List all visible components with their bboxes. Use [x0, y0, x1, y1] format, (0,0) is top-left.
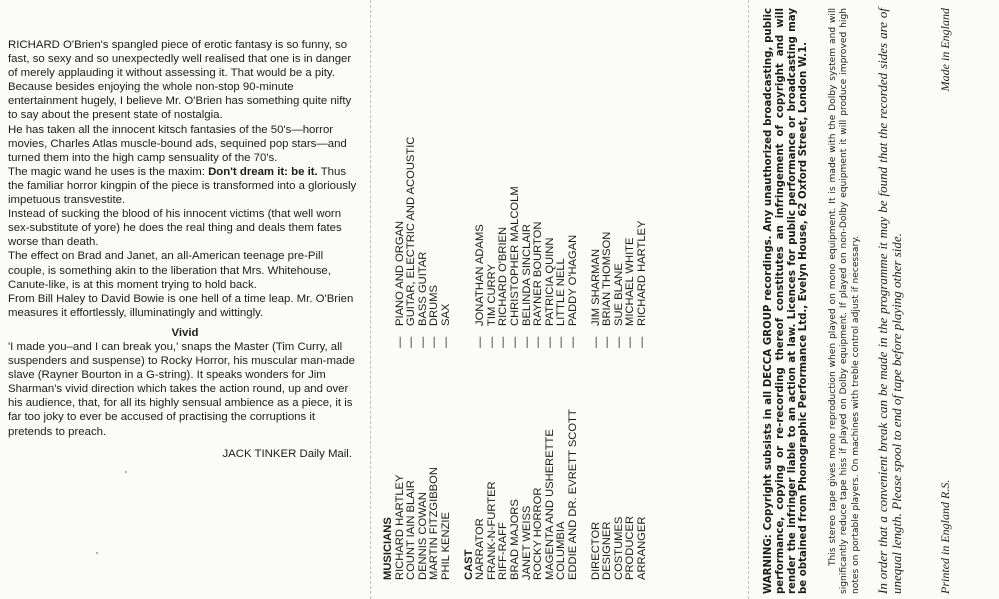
tape-order-note: In order that a convenient break can be made in the programme it may be found that the recorded sides are of unequal length. Please spool to end of tape before playing other side. — [874, 8, 905, 594]
cast-role: BRAD MAJORS — [508, 499, 521, 580]
dash: — — [497, 336, 510, 348]
cast-actor: PATRICIA QUINN — [543, 237, 556, 326]
made-in-england: Made in England — [937, 8, 952, 92]
review-paragraph: 'I made you–and I can break you,' snaps the Master (Tim Curry, all suspenders and suspense) to Rocky Horror, his muscular man-made slave (Rayner Bourton in a G-string). It speaks wonders for Jim Sharman's vivid direction which takes the action round, up and over his audience, that, for all its highly sensual ambience as a piece, it is far too joky to ever be accused of practising the corruptions it pretends to preach. — [8, 340, 355, 438]
dash: — — [474, 336, 487, 348]
dash: — — [612, 336, 625, 348]
instrument: BASS GUITAR — [416, 251, 429, 326]
speck — [96, 552, 98, 554]
copyright-warning: WARNING: Copyright subsists in all DECCA GROUP recordings. Any unauthorized broadcasting, public performance, copying or re-recording thereof constitutes an infringement of copyright and will render the infringer liable to an action at law. Licences for public performance or broadcasting may be obtained from Phonographic Performance Ltd., Evelyn House, 62 Oxford Street, London W.1. — [763, 8, 810, 594]
maxim-lead: The magic wand he uses is the maxim: — [8, 165, 209, 178]
dash: — — [416, 336, 429, 348]
crew-name: MICHAEL WHITE — [624, 237, 637, 326]
review-paragraph-maxim — [8, 165, 362, 207]
cast-role: JANET WEISS — [520, 505, 533, 580]
dolby-note: This stereo tape gives mono reproduction when played on mono equipment. It is made with the Dolby system and will significantly reduce tape hiss if played on Dolby equipment. If played on non-Dolby equipment it will produce improved high notes on portable players. On machines with treble control adjust if necessary. — [828, 8, 861, 594]
dash: — — [532, 336, 545, 348]
dash: — — [428, 336, 441, 348]
crew-section — [591, 20, 649, 580]
fold-line-left — [370, 0, 371, 599]
review-paragraph: From Bill Haley to David Bowie is one hell of a time leap. Mr. O'Brien measures it effortlessly, illuminatingly and wittingly. — [8, 292, 354, 319]
dash: — — [439, 336, 452, 348]
dash: — — [508, 336, 521, 348]
cast-actor: CHRISTOPHER MALCOLM — [508, 186, 521, 326]
cast-role: MAGENTA AND USHERETTE — [543, 429, 556, 580]
cast-heading: CAST — [462, 549, 475, 580]
musicians-section — [383, 20, 453, 580]
musician-name: COUNT IAIN BLAIR — [405, 480, 418, 580]
instrument: SAX — [439, 303, 452, 326]
instrument: GUITAR, ELECTRIC AND ACOUSTIC — [405, 136, 418, 326]
crew-name: RICHARD HARTLEY — [635, 220, 648, 326]
review-paragraph: Instead of sucking the blood of his innocent victims (that well worn sex-substitute of yore) he does the real thing and deals them fates worse than death. — [8, 208, 342, 249]
cast-actor: JONATHAN ADAMS — [474, 224, 487, 326]
cast-actor: PADDY O'HAGAN — [566, 234, 579, 326]
dash: — — [589, 336, 602, 348]
dash: — — [543, 336, 556, 348]
speck — [125, 471, 127, 473]
musician-name: DENNIS COWAN — [416, 492, 429, 580]
cast-role: RIFF-RAFF — [497, 522, 510, 580]
cast-actor: RICHARD O'BRIEN — [497, 226, 510, 326]
musicians-heading: MUSICIANS — [382, 517, 394, 580]
dash: — — [520, 336, 533, 348]
crew-name: SUE BLANE — [612, 263, 625, 326]
cast-role: COLUMBIA — [555, 521, 568, 580]
crew-role: COSTUMES — [612, 516, 625, 580]
maxim-tail: Thus the familiar horror kingpin of the piece is transformed into a gloriously impetuous transvestite. — [8, 165, 357, 207]
dash: — — [393, 336, 406, 348]
maxim-quote: Don't dream it: be it. — [208, 165, 318, 178]
cast-section — [464, 20, 580, 580]
instrument: PIANO AND ORGAN — [393, 220, 406, 326]
dash: — — [635, 336, 648, 348]
crew-role: DESIGNER — [601, 521, 614, 580]
instrument: DRUMS — [428, 284, 441, 326]
crew-role: PRODUCER — [624, 515, 637, 580]
cast-role: NARRATOR — [474, 518, 487, 580]
cast-role: FRANK-N-FURTER — [485, 481, 498, 580]
review-paragraph: He has taken all the innocent kitsch fantasies of the 50's—horror movies, Charles Atlas muscle-bound ads, sequined pop stars—and turned them into the high camp sensuality of the 70's. — [8, 123, 347, 164]
crew-name: BRIAN THOMSON — [601, 231, 614, 326]
musician-name: RICHARD HARTLEY — [393, 474, 406, 580]
dash: — — [566, 336, 579, 348]
musician-name: PHIL KENZIE — [439, 512, 452, 580]
credits-panel — [383, 20, 723, 580]
fold-line-right — [748, 0, 749, 599]
dash: — — [555, 336, 568, 348]
crew-role: ARRANGER — [635, 516, 648, 580]
review-subheading: Vivid — [171, 326, 199, 339]
cast-actor: BELINDA SINCLAIR — [520, 224, 533, 326]
cast-actor: RAYNER BOURTON — [532, 221, 545, 326]
review-paragraph: The effect on Brad and Janet, an all-American teenage pre-Pill couple, is something akin to the liberation that Mrs. Whitehouse, Canute-like, is at this moment trying to hold back. — [8, 250, 331, 291]
review-paragraph: RICHARD O'Brien's spangled piece of erotic fantasy is so funny, so fast, so sexy and so unexpectedly well realised that one is in danger of merely applauding it without assessing it. That would be a pity. Because besides enjoying the whole non-stop 90-minute entertainment hugely, I believe Mr. O'Brien has something quite nifty to say about the present state of nostalgia. — [8, 39, 352, 122]
cast-actor: LITTLE NELL — [555, 258, 568, 326]
dash: — — [405, 336, 418, 348]
printed-in-england: Printed in England R.S. — [937, 479, 952, 594]
cast-role: EDDIE AND DR. EVRETT SCOTT — [566, 409, 579, 580]
imprint-line — [938, 8, 953, 594]
dash: — — [485, 336, 498, 348]
cast-actor: TIM CURRY — [485, 264, 498, 326]
review-signature: JACK TINKER Daily Mail. — [222, 447, 352, 460]
crew-role: DIRECTOR — [589, 521, 602, 580]
dash: — — [601, 336, 614, 348]
musician-name: MARTIN FITZGIBBON — [428, 467, 441, 580]
review-article — [8, 38, 362, 461]
crew-name: JIM SHARMAN — [589, 248, 602, 326]
cast-role: ROCKY HORROR — [532, 487, 545, 580]
dash: — — [624, 336, 637, 348]
legal-panel — [763, 8, 999, 594]
